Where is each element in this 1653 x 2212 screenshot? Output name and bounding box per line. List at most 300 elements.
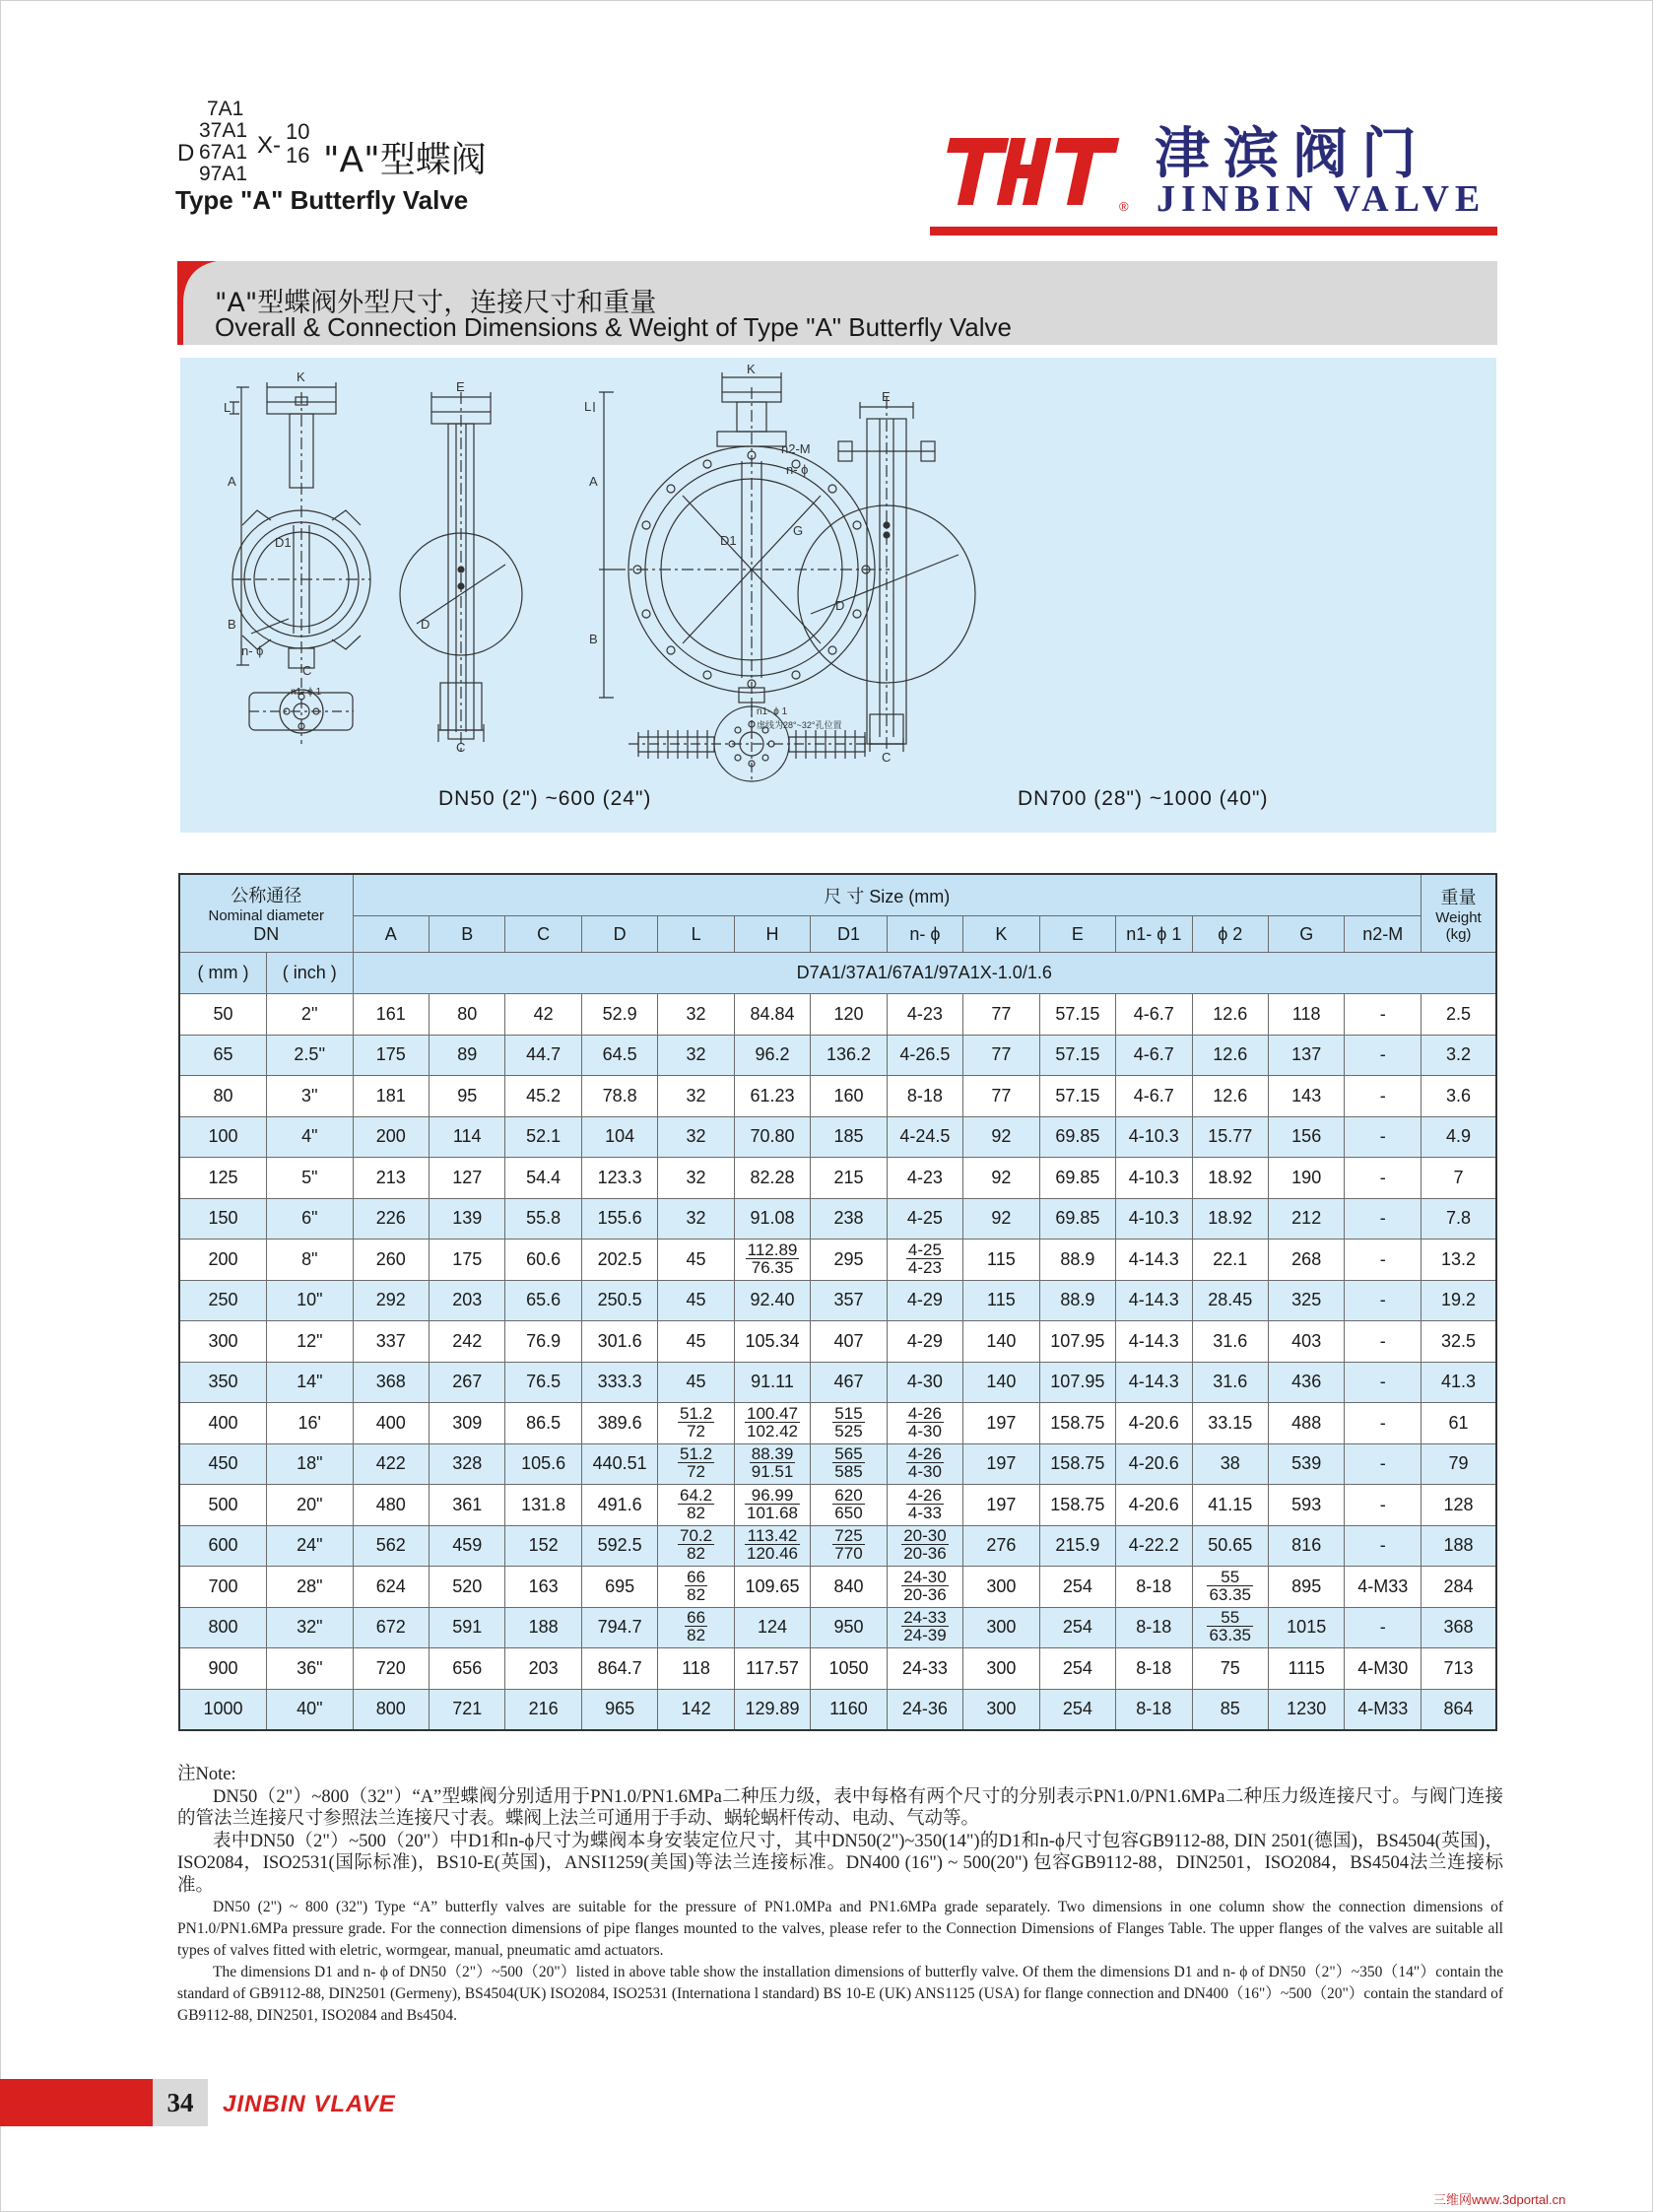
table-cell: 69.85 — [1039, 1158, 1115, 1199]
table-cell: 4-23 — [887, 994, 962, 1036]
table-cell — [887, 1403, 962, 1444]
table-cell: 721 — [429, 1689, 504, 1730]
table-row — [179, 1035, 1496, 1076]
note-en-2: The dimensions D1 and n- ϕ of DN50（2"）~500（20"）listed in above table show the installation dimensions of butterfly valve. Of them the dimensions D1 and n- ϕ of DN50（2"）~350（14"）contain the standard of GB9112-88, DIN2501 (Germeny), BS4504(UK) ISO2084, ISO2531 (Internationa l standard) BS 10-E (UK) ANS1125 (USA) for flange connection and DN400（16"）~500（20"）contain the standard of GB9112-88, DIN2501, ISO2084 and Bs4504. — [177, 1964, 1503, 2024]
table-cell: 61.23 — [734, 1076, 810, 1117]
table-cell: 117.57 — [734, 1648, 810, 1690]
table-cell: 389.6 — [581, 1403, 657, 1444]
table-cell: 260 — [353, 1240, 429, 1281]
table-row — [179, 1689, 1496, 1730]
table-cell: 7.8 — [1422, 1198, 1496, 1240]
label-l-large: L — [584, 399, 592, 414]
table-cell: 695 — [581, 1567, 657, 1608]
stacked-value — [685, 1609, 707, 1643]
table-cell — [811, 1485, 887, 1526]
label-l: L — [224, 400, 231, 415]
table-cell: 197 — [963, 1443, 1039, 1485]
table-row — [179, 1076, 1496, 1117]
label-n2-m: n2-M — [781, 441, 811, 456]
label-c-large: C — [882, 750, 892, 765]
column-header: n2-M — [1345, 916, 1422, 953]
note-cn-1: DN50（2"）~800（32"）“A”型蝶阀分别适用于PN1.0/PN1.6MPa二种压力级，表中每格有两个尺寸的分别表示PN1.0/PN1.6MPa二种压力级连接尺寸。与阀门连接的管法兰连接尺寸参照法兰连接尺寸表。蝶阀上法兰可通用于手动、蜗轮蜗杆传动、电动、气动等。 — [177, 1786, 1503, 1829]
stacked-value-pn10: 4-25 — [907, 1240, 942, 1259]
large-valve-front-view — [594, 372, 890, 781]
table-cell: 656 — [429, 1648, 504, 1690]
table-cell: 4-29 — [887, 1321, 962, 1363]
table-cell: 24-33 — [887, 1648, 962, 1690]
table-cell: 31.6 — [1192, 1362, 1268, 1403]
stacked-value-pn10: 620 — [834, 1485, 863, 1505]
table-cell — [811, 1403, 887, 1444]
table-cell: 840 — [811, 1567, 887, 1608]
table-cell: 4" — [267, 1116, 354, 1158]
table-cell: 19.2 — [1422, 1280, 1496, 1321]
table-cell — [887, 1607, 962, 1648]
table-cell: 4-10.3 — [1116, 1198, 1192, 1240]
table-cell: 125 — [179, 1158, 267, 1199]
unit-header-row — [179, 953, 1496, 994]
label-e: E — [456, 379, 465, 394]
table-cell: 105.6 — [505, 1443, 581, 1485]
stacked-value-pn10: 51.2 — [680, 1444, 713, 1464]
table-cell: 152 — [505, 1525, 581, 1567]
column-header: G — [1268, 916, 1344, 953]
table-cell: 45 — [658, 1321, 734, 1363]
column-header: H — [734, 916, 810, 953]
table-cell: 137 — [1268, 1035, 1344, 1076]
table-cell: 301.6 — [581, 1321, 657, 1363]
table-cell: 175 — [429, 1240, 504, 1281]
table-cell: 65.6 — [505, 1280, 581, 1321]
table-cell: 254 — [1039, 1567, 1115, 1608]
table-cell — [887, 1525, 962, 1567]
table-cell: 1115 — [1268, 1648, 1344, 1690]
table-cell: 114 — [429, 1116, 504, 1158]
brand-logo — [930, 130, 1137, 214]
table-cell: 295 — [811, 1240, 887, 1281]
table-cell: 188 — [505, 1607, 581, 1648]
table-cell: 238 — [811, 1198, 887, 1240]
table-cell: 88.9 — [1039, 1240, 1115, 1281]
column-header: K — [963, 916, 1039, 953]
table-cell — [658, 1443, 734, 1485]
table-cell: 254 — [1039, 1648, 1115, 1690]
table-header-row — [179, 874, 1496, 916]
table-cell: 794.7 — [581, 1607, 657, 1648]
table-cell: 864.7 — [581, 1648, 657, 1690]
column-header: D — [581, 916, 657, 953]
table-cell: 539 — [1268, 1443, 1344, 1485]
table-cell: 361 — [429, 1485, 504, 1526]
table-cell: 107.95 — [1039, 1321, 1115, 1363]
table-row — [179, 1443, 1496, 1485]
table-cell — [658, 1607, 734, 1648]
column-header: n1- ϕ 1 — [1116, 916, 1192, 953]
stacked-value-pn10: 24-30 — [903, 1567, 947, 1586]
table-cell: 491.6 — [581, 1485, 657, 1526]
nominal-cn: 公称通径 — [231, 886, 302, 905]
notes-block — [177, 1764, 1503, 2027]
stacked-value — [745, 1527, 800, 1562]
table-cell: 10" — [267, 1280, 354, 1321]
table-cell: 562 — [353, 1525, 429, 1567]
table-cell: 32 — [658, 1035, 734, 1076]
small-valve-side-view — [400, 392, 522, 752]
table-cell: 500 — [179, 1485, 267, 1526]
product-title-block — [175, 99, 628, 217]
label-n-phi: n- ϕ — [241, 643, 264, 658]
table-cell: 52.1 — [505, 1116, 581, 1158]
table-cell: 18.92 — [1192, 1198, 1268, 1240]
table-cell: 450 — [179, 1443, 267, 1485]
label-b-large: B — [589, 632, 598, 646]
table-cell: 895 — [1268, 1567, 1344, 1608]
model-series-item: 67A1 — [199, 141, 248, 164]
brand-block — [930, 110, 1497, 238]
table-cell: 107.95 — [1039, 1362, 1115, 1403]
table-cell: 32.5 — [1422, 1321, 1496, 1363]
section-banner — [177, 261, 1497, 345]
table-cell: 400 — [179, 1403, 267, 1444]
column-header: B — [429, 916, 504, 953]
stacked-value-pn16: 4-30 — [907, 1421, 942, 1441]
stacked-value-pn10: 64.2 — [680, 1485, 713, 1505]
stacked-value-pn16: 102.42 — [747, 1421, 799, 1441]
model-x: X- — [257, 132, 281, 159]
large-valve-side-view — [798, 397, 975, 752]
table-cell: 8-18 — [1116, 1648, 1192, 1690]
label-d-large: D — [835, 598, 845, 613]
table-row — [179, 994, 1496, 1036]
table-cell: 357 — [811, 1280, 887, 1321]
table-cell: 88.9 — [1039, 1280, 1115, 1321]
table-cell: 95 — [429, 1076, 504, 1117]
table-cell: 591 — [429, 1607, 504, 1648]
table-cell: 64.5 — [581, 1035, 657, 1076]
table-cell: 202.5 — [581, 1240, 657, 1281]
table-cell: - — [1345, 1116, 1422, 1158]
table-cell: 128 — [1422, 1485, 1496, 1526]
table-cell: 92 — [963, 1116, 1039, 1158]
model-series-item: 7A1 — [207, 98, 244, 120]
table-cell: 40" — [267, 1689, 354, 1730]
table-cell: 92.40 — [734, 1280, 810, 1321]
table-cell: 215.9 — [1039, 1525, 1115, 1567]
stacked-value — [906, 1445, 944, 1480]
table-cell: 2'' — [267, 994, 354, 1036]
nominal-en: Nominal diameter — [208, 907, 325, 924]
table-cell: 82.28 — [734, 1158, 810, 1199]
table-cell: 24-36 — [887, 1689, 962, 1730]
dimension-table — [178, 873, 1497, 1731]
table-cell: 8-18 — [887, 1076, 962, 1117]
table-cell: 131.8 — [505, 1485, 581, 1526]
inch-unit-header: ( inch ) — [267, 953, 354, 994]
table-cell: 76.5 — [505, 1362, 581, 1403]
table-cell: 4-M33 — [1345, 1567, 1422, 1608]
table-cell — [887, 1567, 962, 1608]
table-cell: 124 — [734, 1607, 810, 1648]
stacked-value-pn10: 4-26 — [907, 1444, 942, 1464]
table-cell: 1015 — [1268, 1607, 1344, 1648]
table-cell: 950 — [811, 1607, 887, 1648]
table-cell: 4-24.5 — [887, 1116, 962, 1158]
stacked-value-pn10: 66 — [687, 1608, 706, 1628]
table-cell: 140 — [963, 1362, 1039, 1403]
table-cell: 200 — [353, 1116, 429, 1158]
label-d: D — [421, 617, 430, 632]
table-cell: 215 — [811, 1158, 887, 1199]
table-row — [179, 1362, 1496, 1403]
brand-name-cn: 津滨阀门 — [1155, 121, 1430, 186]
table-cell: 12.6 — [1192, 994, 1268, 1036]
table-cell: 160 — [811, 1076, 887, 1117]
table-cell: 700 — [179, 1567, 267, 1608]
table-cell: 864 — [1422, 1689, 1496, 1730]
table-cell: 20" — [267, 1485, 354, 1526]
table-cell: 44.7 — [505, 1035, 581, 1076]
table-cell: 104 — [581, 1116, 657, 1158]
stacked-value — [1207, 1609, 1253, 1643]
table-cell: - — [1345, 1525, 1422, 1567]
table-cell: 142 — [658, 1689, 734, 1730]
table-cell: 22.1 — [1192, 1240, 1268, 1281]
table-cell: 65 — [179, 1035, 267, 1076]
table-cell: 203 — [505, 1648, 581, 1690]
table-row — [179, 1567, 1496, 1608]
stacked-value-pn16: 770 — [834, 1544, 863, 1564]
table-row — [179, 1321, 1496, 1363]
model-prefix: D — [177, 140, 195, 167]
section-title-cn: "A"型蝶阀外型尺寸，连接尺寸和重量 — [215, 288, 657, 318]
table-cell: 118 — [658, 1648, 734, 1690]
table-cell: - — [1345, 1076, 1422, 1117]
table-cell: 69.85 — [1039, 1198, 1115, 1240]
table-cell: 38 — [1192, 1443, 1268, 1485]
table-cell: 12.6 — [1192, 1076, 1268, 1117]
table-cell: 86.5 — [505, 1403, 581, 1444]
table-cell: 276 — [963, 1525, 1039, 1567]
stacked-value — [678, 1527, 714, 1562]
table-cell: - — [1345, 1321, 1422, 1363]
table-cell: 4-M30 — [1345, 1648, 1422, 1690]
table-cell: 85 — [1192, 1689, 1268, 1730]
table-cell: 254 — [1039, 1607, 1115, 1648]
table-cell: 592.5 — [581, 1525, 657, 1567]
table-cell: 2.5'' — [267, 1035, 354, 1076]
table-cell: 76.9 — [505, 1321, 581, 1363]
label-d1: D1 — [275, 535, 292, 550]
table-cell: 593 — [1268, 1485, 1344, 1526]
stacked-value-pn16: 20-36 — [903, 1584, 947, 1604]
table-cell: 4-29 — [887, 1280, 962, 1321]
table-cell — [734, 1485, 810, 1526]
page-number: 34 — [153, 2079, 208, 2126]
table-cell: 109.65 — [734, 1567, 810, 1608]
size-header: 尺 寸 Size (mm) — [353, 874, 1422, 916]
stacked-value — [906, 1487, 944, 1521]
table-row — [179, 1648, 1496, 1690]
table-cell: 2.5 — [1422, 994, 1496, 1036]
table-cell: 226 — [353, 1198, 429, 1240]
table-cell: 36" — [267, 1648, 354, 1690]
stacked-value-pn16: 63.35 — [1209, 1626, 1252, 1645]
table-cell: 13.2 — [1422, 1240, 1496, 1281]
label-d1-large: D1 — [720, 533, 737, 548]
stacked-value-pn16: 4-30 — [907, 1462, 942, 1482]
table-cell: 900 — [179, 1648, 267, 1690]
large-valve-side-labels — [835, 389, 891, 765]
table-cell: 61 — [1422, 1403, 1496, 1444]
table-cell: 520 — [429, 1567, 504, 1608]
table-cell: 200 — [179, 1240, 267, 1281]
table-cell: 292 — [353, 1280, 429, 1321]
table-cell — [811, 1443, 887, 1485]
table-cell — [887, 1443, 962, 1485]
table-row — [179, 1607, 1496, 1648]
column-header: n- ϕ — [887, 916, 962, 953]
table-cell: 115 — [963, 1240, 1039, 1281]
label-n1-phi1: n1- ϕ 1 — [291, 687, 322, 698]
stacked-value — [901, 1609, 948, 1643]
table-cell: 4-6.7 — [1116, 1076, 1192, 1117]
stacked-value-pn16: 63.35 — [1209, 1584, 1252, 1604]
table-cell: 672 — [353, 1607, 429, 1648]
note-cn-2: 表中DN50（2"）~500（20"）中D1和n-ϕ尺寸为蝶阀本身安装定位尺寸，其中DN50(2")~350(14")的D1和n-ϕ尺寸包容GB9112-88, DIN 2501(德国)，BS4504(英国)，ISO2084，ISO2531(国际标准)，BS10-E(英国)，ANSI1259(美国)等法兰连接标准。DN400 (16") ~ 500(20") 包容GB9112-88，DIN2501，ISO2084，BS4504法兰连接标准。 — [177, 1831, 1503, 1896]
model-series-item: 37A1 — [199, 119, 248, 142]
table-cell: 800 — [179, 1607, 267, 1648]
stacked-value-pn16: 82 — [687, 1626, 706, 1645]
table-cell: 8-18 — [1116, 1607, 1192, 1648]
stacked-value-pn16: 525 — [834, 1421, 863, 1441]
stacked-value-pn10: 113.42 — [745, 1527, 800, 1545]
stacked-value-pn16: 72 — [687, 1462, 706, 1482]
large-valve-front-labels — [584, 362, 841, 730]
mm-unit-header: ( mm ) — [179, 953, 267, 994]
stacked-value-pn10: 4-26 — [907, 1485, 942, 1505]
stacked-value-pn10: 96.99 — [745, 1487, 800, 1505]
table-cell: 4-25 — [887, 1198, 962, 1240]
table-cell: 242 — [429, 1321, 504, 1363]
note-en-1: DN50 (2") ~ 800 (32") Type “A” butterfly valves are suitable for the pressure of PN1.0MPa and PN1.6MPa grade separately. Two dimensions in one column show the connection dimensions of PN1.0/PN1.6MPa pressure grade. For the connection dimensions of pipe flanges mounted to the valves, please refer to the Connection Dimensions of Flanges Table. The upper flanges of the valves are suitable all types of valves fitted with eletric, wormgear, manual, pneumatic amd actuators. — [177, 1899, 1503, 1959]
table-row — [179, 1403, 1496, 1444]
model-pressure-item: 10 — [286, 119, 310, 144]
table-cell: 45.2 — [505, 1076, 581, 1117]
table-cell: 250 — [179, 1280, 267, 1321]
product-name-cn: "A"型蝶阀 — [323, 140, 487, 180]
stacked-value-pn16: 72 — [687, 1421, 706, 1441]
table-cell: 45 — [658, 1362, 734, 1403]
table-cell: 480 — [353, 1485, 429, 1526]
table-cell: 57.15 — [1039, 1035, 1115, 1076]
model-series-stack — [199, 99, 247, 185]
table-cell: 267 — [429, 1362, 504, 1403]
table-cell: 350 — [179, 1362, 267, 1403]
table-cell — [1192, 1607, 1268, 1648]
column-header: D1 — [811, 916, 887, 953]
stacked-value-pn16: 585 — [834, 1462, 863, 1482]
footer-accent — [0, 2079, 153, 2126]
stacked-value-pn10: 55 — [1207, 1569, 1253, 1586]
table-row — [179, 1198, 1496, 1240]
table-cell: 77 — [963, 1035, 1039, 1076]
table-cell: 600 — [179, 1525, 267, 1567]
table-cell: 150 — [179, 1198, 267, 1240]
table-cell: 181 — [353, 1076, 429, 1117]
table-cell: 105.34 — [734, 1321, 810, 1363]
table-cell — [734, 1240, 810, 1281]
table-cell: 123.3 — [581, 1158, 657, 1199]
table-cell: 32 — [658, 994, 734, 1036]
table-cell — [887, 1485, 962, 1526]
table-cell: 4-14.3 — [1116, 1362, 1192, 1403]
table-cell: 158.75 — [1039, 1443, 1115, 1485]
table-cell: 4-M33 — [1345, 1689, 1422, 1730]
table-cell: 4.9 — [1422, 1116, 1496, 1158]
table-cell: 115 — [963, 1280, 1039, 1321]
table-body — [179, 994, 1496, 1730]
table-cell: 800 — [353, 1689, 429, 1730]
stacked-value — [906, 1405, 944, 1440]
drawing-panel — [180, 358, 1496, 833]
table-cell: 155.6 — [581, 1198, 657, 1240]
label-k: K — [297, 369, 305, 384]
label-a-large: A — [589, 474, 598, 489]
stacked-value-pn16: 82 — [687, 1584, 706, 1604]
table-cell: 55.8 — [505, 1198, 581, 1240]
table-cell: 4-10.3 — [1116, 1158, 1192, 1199]
table-cell: 91.11 — [734, 1362, 810, 1403]
table-cell: - — [1345, 1607, 1422, 1648]
label-slot-note: 虚线为28°~32°孔位置 — [757, 720, 842, 730]
table-row — [179, 1240, 1496, 1281]
stacked-value-pn10: 100.47 — [747, 1403, 799, 1423]
notes-heading: 注Note: — [177, 1765, 236, 1784]
table-cell: 84.84 — [734, 994, 810, 1036]
brand-divider — [930, 227, 1497, 235]
table-cell: 190 — [1268, 1158, 1344, 1199]
label-a: A — [228, 474, 236, 489]
table-row — [179, 1280, 1496, 1321]
table-cell: 3.2 — [1422, 1035, 1496, 1076]
table-cell: 80 — [429, 994, 504, 1036]
stacked-value-pn16: 650 — [834, 1503, 863, 1522]
stacked-value-pn16: 101.68 — [747, 1503, 799, 1522]
table-cell: 3.6 — [1422, 1076, 1496, 1117]
table-cell: 337 — [353, 1321, 429, 1363]
banner-accent — [177, 261, 217, 345]
label-b: B — [228, 617, 236, 632]
table-cell — [734, 1403, 810, 1444]
table-cell: 100 — [179, 1116, 267, 1158]
stacked-value-pn16: 82 — [687, 1544, 706, 1564]
table-cell: - — [1345, 994, 1422, 1036]
table-cell: 41.3 — [1422, 1362, 1496, 1403]
table-cell: 8-18 — [1116, 1567, 1192, 1608]
table-cell: 188 — [1422, 1525, 1496, 1567]
stacked-value-pn10: 51.2 — [680, 1403, 713, 1423]
stacked-value — [678, 1487, 714, 1521]
stacked-value — [832, 1487, 864, 1521]
weight-unit: (kg) — [1445, 926, 1472, 943]
table-cell: 57.15 — [1039, 994, 1115, 1036]
table-cell: 4-20.6 — [1116, 1485, 1192, 1526]
table-cell: 18" — [267, 1443, 354, 1485]
table-cell: 14" — [267, 1362, 354, 1403]
table-cell: 1050 — [811, 1648, 887, 1690]
stacked-value — [750, 1445, 796, 1480]
table-cell — [811, 1525, 887, 1567]
